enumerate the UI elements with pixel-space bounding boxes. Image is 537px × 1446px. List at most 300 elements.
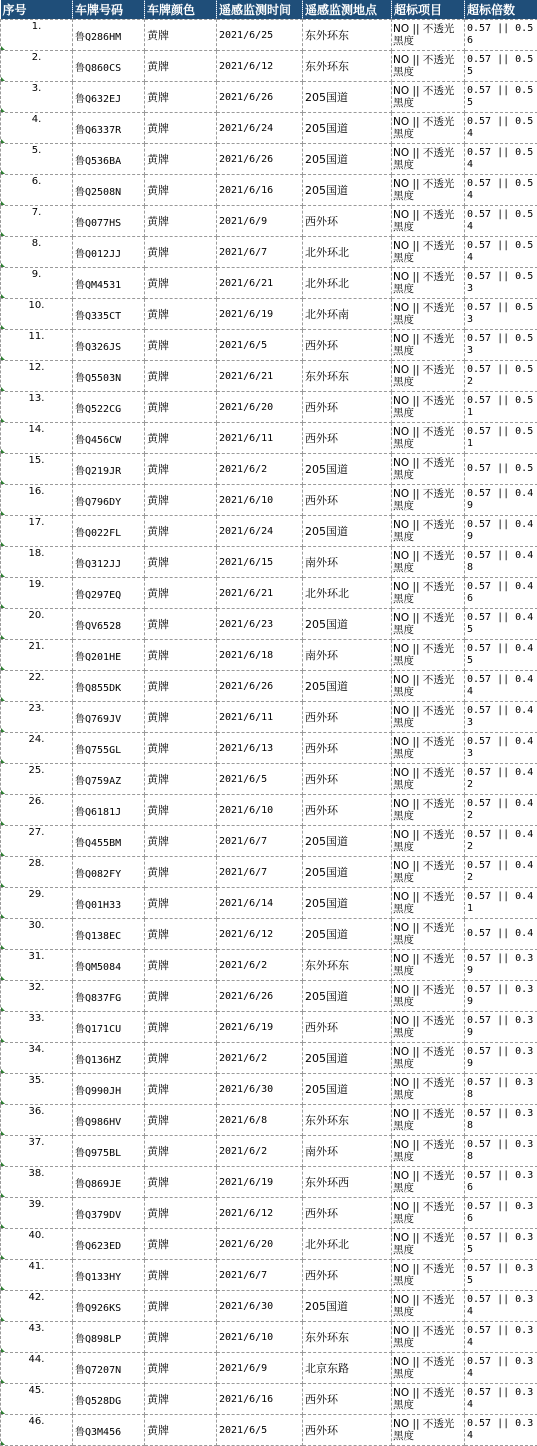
- plate-cell: 鲁Q312JJ: [73, 547, 145, 578]
- plate-color-cell: 黄牌: [145, 299, 217, 330]
- table-row: [1, 423, 537, 454]
- exceed-ratio-cell: 0.57 || 0.42: [465, 826, 537, 857]
- header-plate: 车牌号码: [73, 0, 145, 20]
- plate-color-cell: 黄牌: [145, 516, 217, 547]
- exceed-ratio-cell: 0.57 || 0.35: [465, 1229, 537, 1260]
- plate-cell: 鲁Q623ED: [73, 1229, 145, 1260]
- table-row: [1, 299, 537, 330]
- plate-cell: 鲁Q297EQ: [73, 578, 145, 609]
- plate-color-cell: 黄牌: [145, 454, 217, 485]
- exceed-item-cell: NO || 不透光黑度: [392, 516, 465, 547]
- seq-cell: 14.: [1, 423, 73, 454]
- plate-cell: 鲁Q219JR: [73, 454, 145, 485]
- monitor-location-cell: 东外环东: [303, 950, 392, 981]
- exceed-ratio-cell: 0.57 || 0.55: [465, 82, 537, 113]
- exceed-ratio-cell: 0.57 || 0.38: [465, 1136, 537, 1167]
- table-row: [1, 82, 537, 113]
- exceed-item-cell: NO || 不透光黑度: [392, 547, 465, 578]
- monitor-time-cell: 2021/6/21: [217, 361, 303, 392]
- table-row: [1, 1136, 537, 1167]
- plate-cell: 鲁Q456CW: [73, 423, 145, 454]
- monitor-time-cell: 2021/6/10: [217, 795, 303, 826]
- plate-color-cell: 黄牌: [145, 640, 217, 671]
- plate-cell: 鲁Q01H33: [73, 888, 145, 919]
- monitor-time-cell: 2021/6/30: [217, 1074, 303, 1105]
- table-row: [1, 516, 537, 547]
- seq-cell: 13.: [1, 392, 73, 423]
- monitor-location-cell: 东外环西: [303, 1167, 392, 1198]
- monitor-location-cell: 205国道: [303, 82, 392, 113]
- exceed-item-cell: NO || 不透光黑度: [392, 733, 465, 764]
- seq-cell: 40.: [1, 1229, 73, 1260]
- exceed-item-cell: NO || 不透光黑度: [392, 609, 465, 640]
- exceed-ratio-cell: 0.57 || 0.53: [465, 299, 537, 330]
- monitor-location-cell: 北外环北: [303, 237, 392, 268]
- seq-cell: 23.: [1, 702, 73, 733]
- exceed-ratio-cell: 0.57 || 0.39: [465, 950, 537, 981]
- seq-cell: 34.: [1, 1043, 73, 1074]
- plate-cell: 鲁Q755GL: [73, 733, 145, 764]
- plate-color-cell: 黄牌: [145, 671, 217, 702]
- monitor-location-cell: 205国道: [303, 671, 392, 702]
- plate-cell: 鲁Q769JV: [73, 702, 145, 733]
- monitor-time-cell: 2021/6/16: [217, 175, 303, 206]
- plate-color-cell: 黄牌: [145, 919, 217, 950]
- plate-color-cell: 黄牌: [145, 268, 217, 299]
- plate-cell: 鲁Q6337R: [73, 113, 145, 144]
- monitor-time-cell: 2021/6/8: [217, 1105, 303, 1136]
- exceed-item-cell: NO || 不透光黑度: [392, 1322, 465, 1353]
- exceed-item-cell: NO || 不透光黑度: [392, 640, 465, 671]
- exceed-ratio-cell: 0.57 || 0.55: [465, 51, 537, 82]
- monitor-time-cell: 2021/6/10: [217, 485, 303, 516]
- plate-cell: 鲁Q796DY: [73, 485, 145, 516]
- table-body: [1, 20, 537, 1446]
- seq-cell: 33.: [1, 1012, 73, 1043]
- plate-color-cell: 黄牌: [145, 950, 217, 981]
- plate-color-cell: 黄牌: [145, 206, 217, 237]
- monitor-location-cell: 北外环南: [303, 299, 392, 330]
- exceed-item-cell: NO || 不透光黑度: [392, 361, 465, 392]
- exceed-item-cell: NO || 不透光黑度: [392, 950, 465, 981]
- table-row: [1, 268, 537, 299]
- exceed-item-cell: NO || 不透光黑度: [392, 919, 465, 950]
- table-row: [1, 237, 537, 268]
- exceed-item-cell: NO || 不透光黑度: [392, 1167, 465, 1198]
- table-row: [1, 175, 537, 206]
- exceed-ratio-cell: 0.57 || 0.42: [465, 764, 537, 795]
- exceed-ratio-cell: 0.57 || 0.36: [465, 1167, 537, 1198]
- exceed-item-cell: NO || 不透光黑度: [392, 578, 465, 609]
- plate-cell: 鲁Q975BL: [73, 1136, 145, 1167]
- plate-color-cell: 黄牌: [145, 51, 217, 82]
- plate-color-cell: 黄牌: [145, 1012, 217, 1043]
- plate-color-cell: 黄牌: [145, 1384, 217, 1415]
- plate-color-cell: 黄牌: [145, 330, 217, 361]
- monitor-time-cell: 2021/6/26: [217, 144, 303, 175]
- plate-cell: 鲁Q898LP: [73, 1322, 145, 1353]
- table-row: [1, 671, 537, 702]
- table-row: [1, 485, 537, 516]
- table-row: [1, 1167, 537, 1198]
- exceed-item-cell: NO || 不透光黑度: [392, 330, 465, 361]
- table-row: [1, 361, 537, 392]
- table-row: [1, 206, 537, 237]
- monitor-location-cell: 205国道: [303, 857, 392, 888]
- exceed-item-cell: NO || 不透光黑度: [392, 981, 465, 1012]
- table-row: [1, 113, 537, 144]
- exceed-ratio-cell: 0.57 || 0.45: [465, 609, 537, 640]
- seq-cell: 20.: [1, 609, 73, 640]
- exceed-ratio-cell: 0.57 || 0.44: [465, 671, 537, 702]
- table-row: [1, 826, 537, 857]
- monitor-location-cell: 东外环东: [303, 20, 392, 51]
- seq-cell: 29.: [1, 888, 73, 919]
- plate-color-cell: 黄牌: [145, 423, 217, 454]
- table-row: [1, 733, 537, 764]
- exceed-item-cell: NO || 不透光黑度: [392, 1291, 465, 1322]
- table-row: [1, 702, 537, 733]
- table-row: [1, 857, 537, 888]
- monitor-location-cell: 西外环: [303, 764, 392, 795]
- plate-color-cell: 黄牌: [145, 547, 217, 578]
- seq-cell: 39.: [1, 1198, 73, 1229]
- exceed-ratio-cell: 0.57 || 0.46: [465, 578, 537, 609]
- exceed-item-cell: NO || 不透光黑度: [392, 1012, 465, 1043]
- exceed-ratio-cell: 0.57 || 0.39: [465, 1012, 537, 1043]
- monitor-time-cell: 2021/6/26: [217, 981, 303, 1012]
- exceed-ratio-cell: 0.57 || 0.34: [465, 1353, 537, 1384]
- monitor-location-cell: 北外环北: [303, 268, 392, 299]
- exceed-item-cell: NO || 不透光黑度: [392, 764, 465, 795]
- header-seq: 序号: [1, 0, 73, 20]
- plate-color-cell: 黄牌: [145, 485, 217, 516]
- seq-cell: 4.: [1, 113, 73, 144]
- seq-cell: 45.: [1, 1384, 73, 1415]
- monitor-time-cell: 2021/6/11: [217, 423, 303, 454]
- monitor-location-cell: 西外环: [303, 733, 392, 764]
- seq-cell: 22.: [1, 671, 73, 702]
- plate-cell: 鲁Q3M456: [73, 1415, 145, 1446]
- monitor-location-cell: 南外环: [303, 547, 392, 578]
- seq-cell: 38.: [1, 1167, 73, 1198]
- plate-cell: 鲁Q632EJ: [73, 82, 145, 113]
- exceed-item-cell: NO || 不透光黑度: [392, 206, 465, 237]
- seq-cell: 12.: [1, 361, 73, 392]
- monitor-time-cell: 2021/6/19: [217, 1167, 303, 1198]
- table-row: [1, 1043, 537, 1074]
- exceed-ratio-cell: 0.57 || 0.43: [465, 702, 537, 733]
- plate-cell: 鲁Q926KS: [73, 1291, 145, 1322]
- table-row: [1, 1260, 537, 1291]
- table-row: [1, 919, 537, 950]
- table-row: [1, 547, 537, 578]
- seq-cell: 30.: [1, 919, 73, 950]
- plate-color-cell: 黄牌: [145, 826, 217, 857]
- table-row: [1, 950, 537, 981]
- seq-cell: 16.: [1, 485, 73, 516]
- plate-cell: 鲁Q759AZ: [73, 764, 145, 795]
- plate-color-cell: 黄牌: [145, 1074, 217, 1105]
- exceed-ratio-cell: 0.57 || 0.51: [465, 423, 537, 454]
- monitor-time-cell: 2021/6/2: [217, 950, 303, 981]
- table-row: [1, 1012, 537, 1043]
- plate-color-cell: 黄牌: [145, 857, 217, 888]
- table-row: [1, 640, 537, 671]
- exceed-ratio-cell: 0.57 || 0.54: [465, 144, 537, 175]
- plate-color-cell: 黄牌: [145, 888, 217, 919]
- plate-cell: 鲁Q022FL: [73, 516, 145, 547]
- seq-cell: 32.: [1, 981, 73, 1012]
- header-plate-color: 车牌颜色: [145, 0, 217, 20]
- monitor-location-cell: 西外环: [303, 702, 392, 733]
- plate-cell: 鲁Q837FG: [73, 981, 145, 1012]
- plate-color-cell: 黄牌: [145, 20, 217, 51]
- exceed-item-cell: NO || 不透光黑度: [392, 175, 465, 206]
- monitor-location-cell: 西外环: [303, 206, 392, 237]
- monitor-time-cell: 2021/6/20: [217, 1229, 303, 1260]
- plate-cell: 鲁QM4531: [73, 268, 145, 299]
- monitor-time-cell: 2021/6/19: [217, 299, 303, 330]
- table-row: [1, 144, 537, 175]
- monitor-time-cell: 2021/6/10: [217, 1322, 303, 1353]
- monitor-time-cell: 2021/6/5: [217, 330, 303, 361]
- exceed-item-cell: NO || 不透光黑度: [392, 1136, 465, 1167]
- plate-cell: 鲁Q536BA: [73, 144, 145, 175]
- monitor-time-cell: 2021/6/7: [217, 237, 303, 268]
- exceed-ratio-cell: 0.57 || 0.34: [465, 1415, 537, 1446]
- exceed-item-cell: NO || 不透光黑度: [392, 888, 465, 919]
- header-row: [1, 0, 537, 20]
- exceed-ratio-cell: 0.57 || 0.5: [465, 454, 537, 485]
- plate-cell: 鲁Q522CG: [73, 392, 145, 423]
- exceed-ratio-cell: 0.57 || 0.4: [465, 919, 537, 950]
- monitor-location-cell: 北京东路: [303, 1353, 392, 1384]
- plate-cell: 鲁Q528DG: [73, 1384, 145, 1415]
- plate-cell: 鲁Q986HV: [73, 1105, 145, 1136]
- exceed-item-cell: NO || 不透光黑度: [392, 826, 465, 857]
- monitor-location-cell: 东外环东: [303, 1322, 392, 1353]
- monitor-time-cell: 2021/6/18: [217, 640, 303, 671]
- plate-cell: 鲁Q138EC: [73, 919, 145, 950]
- plate-color-cell: 黄牌: [145, 361, 217, 392]
- exceed-ratio-cell: 0.57 || 0.49: [465, 516, 537, 547]
- monitor-location-cell: 西外环: [303, 392, 392, 423]
- seq-cell: 8.: [1, 237, 73, 268]
- exceed-item-cell: NO || 不透光黑度: [392, 237, 465, 268]
- monitor-time-cell: 2021/6/11: [217, 702, 303, 733]
- exceed-item-cell: NO || 不透光黑度: [392, 268, 465, 299]
- plate-color-cell: 黄牌: [145, 1415, 217, 1446]
- monitor-location-cell: 北外环北: [303, 1229, 392, 1260]
- monitor-time-cell: 2021/6/5: [217, 764, 303, 795]
- plate-color-cell: 黄牌: [145, 1136, 217, 1167]
- seq-cell: 31.: [1, 950, 73, 981]
- seq-cell: 42.: [1, 1291, 73, 1322]
- monitor-time-cell: 2021/6/24: [217, 516, 303, 547]
- exceed-item-cell: NO || 不透光黑度: [392, 51, 465, 82]
- exceed-ratio-cell: 0.57 || 0.34: [465, 1384, 537, 1415]
- seq-cell: 7.: [1, 206, 73, 237]
- plate-color-cell: 黄牌: [145, 82, 217, 113]
- plate-cell: 鲁QM5084: [73, 950, 145, 981]
- header-exceed-ratio: 超标倍数: [465, 0, 537, 20]
- plate-color-cell: 黄牌: [145, 578, 217, 609]
- exceed-item-cell: NO || 不透光黑度: [392, 1260, 465, 1291]
- table-header: [1, 0, 537, 20]
- monitor-time-cell: 2021/6/21: [217, 578, 303, 609]
- monitor-time-cell: 2021/6/20: [217, 392, 303, 423]
- seq-cell: 37.: [1, 1136, 73, 1167]
- monitor-time-cell: 2021/6/15: [217, 547, 303, 578]
- seq-cell: 6.: [1, 175, 73, 206]
- monitor-location-cell: 东外环东: [303, 51, 392, 82]
- exceed-ratio-cell: 0.57 || 0.38: [465, 1105, 537, 1136]
- plate-cell: 鲁Q286HM: [73, 20, 145, 51]
- plate-color-cell: 黄牌: [145, 1322, 217, 1353]
- plate-color-cell: 黄牌: [145, 702, 217, 733]
- plate-color-cell: 黄牌: [145, 1229, 217, 1260]
- monitor-location-cell: 西外环: [303, 1260, 392, 1291]
- monitor-time-cell: 2021/6/2: [217, 1043, 303, 1074]
- table-row: [1, 1415, 537, 1446]
- table-row: [1, 51, 537, 82]
- monitor-location-cell: 205国道: [303, 113, 392, 144]
- seq-cell: 27.: [1, 826, 73, 857]
- monitor-location-cell: 205国道: [303, 175, 392, 206]
- seq-cell: 9.: [1, 268, 73, 299]
- header-monitor-time: 遥感监测时间: [217, 0, 303, 20]
- table-row: [1, 330, 537, 361]
- seq-cell: 28.: [1, 857, 73, 888]
- table-row: [1, 1105, 537, 1136]
- monitor-time-cell: 2021/6/24: [217, 113, 303, 144]
- monitor-time-cell: 2021/6/12: [217, 919, 303, 950]
- monitor-location-cell: 西外环: [303, 1198, 392, 1229]
- table-row: [1, 1198, 537, 1229]
- seq-cell: 46.: [1, 1415, 73, 1446]
- plate-cell: 鲁QV6528: [73, 609, 145, 640]
- exceed-ratio-cell: 0.57 || 0.49: [465, 485, 537, 516]
- plate-color-cell: 黄牌: [145, 981, 217, 1012]
- seq-cell: 21.: [1, 640, 73, 671]
- plate-color-cell: 黄牌: [145, 175, 217, 206]
- monitor-location-cell: 205国道: [303, 919, 392, 950]
- plate-cell: 鲁Q6181J: [73, 795, 145, 826]
- monitor-time-cell: 2021/6/9: [217, 206, 303, 237]
- monitor-time-cell: 2021/6/26: [217, 671, 303, 702]
- plate-cell: 鲁Q869JE: [73, 1167, 145, 1198]
- monitor-location-cell: 205国道: [303, 144, 392, 175]
- monitor-location-cell: 西外环: [303, 795, 392, 826]
- exceed-ratio-cell: 0.57 || 0.51: [465, 392, 537, 423]
- monitor-time-cell: 2021/6/30: [217, 1291, 303, 1322]
- plate-cell: 鲁Q133HY: [73, 1260, 145, 1291]
- exceed-item-cell: NO || 不透光黑度: [392, 1384, 465, 1415]
- monitor-time-cell: 2021/6/13: [217, 733, 303, 764]
- table-row: [1, 1353, 537, 1384]
- table-row: [1, 795, 537, 826]
- exceed-ratio-cell: 0.57 || 0.54: [465, 206, 537, 237]
- seq-cell: 43.: [1, 1322, 73, 1353]
- plate-cell: 鲁Q379DV: [73, 1198, 145, 1229]
- seq-cell: 17.: [1, 516, 73, 547]
- monitor-time-cell: 2021/6/25: [217, 20, 303, 51]
- monitor-location-cell: 205国道: [303, 826, 392, 857]
- exceed-item-cell: NO || 不透光黑度: [392, 485, 465, 516]
- monitor-location-cell: 205国道: [303, 609, 392, 640]
- exceed-ratio-cell: 0.57 || 0.54: [465, 237, 537, 268]
- exceed-item-cell: NO || 不透光黑度: [392, 392, 465, 423]
- plate-color-cell: 黄牌: [145, 113, 217, 144]
- monitor-location-cell: 205国道: [303, 888, 392, 919]
- monitor-location-cell: 东外环东: [303, 361, 392, 392]
- monitor-location-cell: 西外环: [303, 1012, 392, 1043]
- monitor-location-cell: 205国道: [303, 516, 392, 547]
- monitor-location-cell: 南外环: [303, 640, 392, 671]
- monitor-location-cell: 205国道: [303, 1074, 392, 1105]
- monitor-time-cell: 2021/6/7: [217, 1260, 303, 1291]
- monitor-time-cell: 2021/6/2: [217, 1136, 303, 1167]
- plate-cell: 鲁Q5503N: [73, 361, 145, 392]
- monitor-time-cell: 2021/6/21: [217, 268, 303, 299]
- exceed-ratio-cell: 0.57 || 0.48: [465, 547, 537, 578]
- exceed-ratio-cell: 0.57 || 0.39: [465, 981, 537, 1012]
- seq-cell: 44.: [1, 1353, 73, 1384]
- plate-color-cell: 黄牌: [145, 144, 217, 175]
- exceed-item-cell: NO || 不透光黑度: [392, 423, 465, 454]
- exceed-item-cell: NO || 不透光黑度: [392, 299, 465, 330]
- seq-cell: 11.: [1, 330, 73, 361]
- table-row: [1, 454, 537, 485]
- monitor-time-cell: 2021/6/9: [217, 1353, 303, 1384]
- table-row: [1, 392, 537, 423]
- exceed-ratio-cell: 0.57 || 0.42: [465, 795, 537, 826]
- exceed-item-cell: NO || 不透光黑度: [392, 857, 465, 888]
- monitor-location-cell: 205国道: [303, 1291, 392, 1322]
- plate-cell: 鲁Q201HE: [73, 640, 145, 671]
- plate-color-cell: 黄牌: [145, 1043, 217, 1074]
- monitor-time-cell: 2021/6/7: [217, 826, 303, 857]
- plate-color-cell: 黄牌: [145, 392, 217, 423]
- plate-cell: 鲁Q455BM: [73, 826, 145, 857]
- exceed-ratio-cell: 0.57 || 0.42: [465, 857, 537, 888]
- plate-cell: 鲁Q860CS: [73, 51, 145, 82]
- seq-cell: 19.: [1, 578, 73, 609]
- table-row: [1, 888, 537, 919]
- exceed-ratio-cell: 0.57 || 0.53: [465, 268, 537, 299]
- exceed-item-cell: NO || 不透光黑度: [392, 454, 465, 485]
- monitor-location-cell: 205国道: [303, 981, 392, 1012]
- monitor-location-cell: 南外环: [303, 1136, 392, 1167]
- monitor-time-cell: 2021/6/5: [217, 1415, 303, 1446]
- seq-cell: 15.: [1, 454, 73, 485]
- monitor-time-cell: 2021/6/16: [217, 1384, 303, 1415]
- exceed-item-cell: NO || 不透光黑度: [392, 1105, 465, 1136]
- monitor-location-cell: 西外环: [303, 330, 392, 361]
- monitor-time-cell: 2021/6/2: [217, 454, 303, 485]
- plate-color-cell: 黄牌: [145, 733, 217, 764]
- exceed-ratio-cell: 0.57 || 0.34: [465, 1322, 537, 1353]
- plate-color-cell: 黄牌: [145, 1167, 217, 1198]
- exceed-item-cell: NO || 不透光黑度: [392, 1198, 465, 1229]
- plate-cell: 鲁Q171CU: [73, 1012, 145, 1043]
- monitor-location-cell: 西外环: [303, 423, 392, 454]
- plate-color-cell: 黄牌: [145, 1260, 217, 1291]
- monitor-location-cell: 西外环: [303, 1384, 392, 1415]
- seq-cell: 18.: [1, 547, 73, 578]
- plate-color-cell: 黄牌: [145, 1353, 217, 1384]
